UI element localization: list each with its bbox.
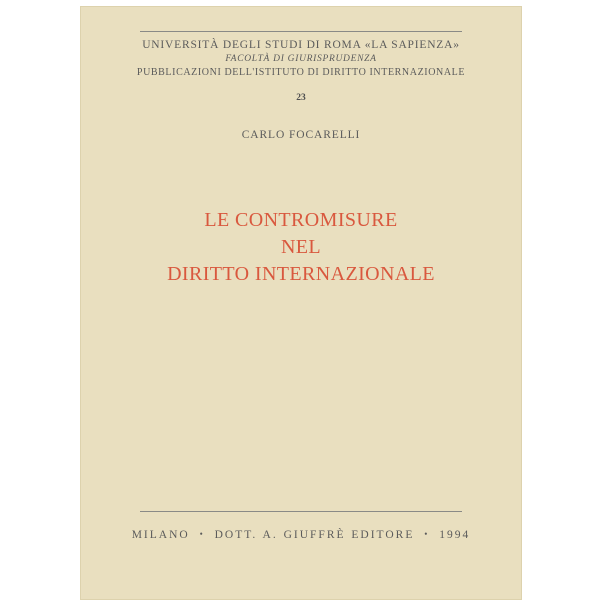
university-name: UNIVERSITÀ DEGLI STUDI DI ROMA «LA SAPIENZA» bbox=[142, 39, 460, 51]
book-title-line-3: DIRITTO INTERNAZIONALE bbox=[167, 263, 435, 285]
imprint-publisher: DOTT. A. GIUFFRÈ EDITORE bbox=[214, 529, 415, 541]
book-cover bbox=[80, 6, 522, 600]
book-title-line-1: LE CONTROMISURE bbox=[204, 209, 398, 231]
institute-series: PUBBLICAZIONI DELL'ISTITUTO DI DIRITTO INTERNAZIONALE bbox=[136, 67, 466, 78]
bottom-rule bbox=[140, 511, 462, 512]
imprint-separator: • bbox=[199, 529, 205, 539]
imprint-year: 1994 bbox=[439, 529, 471, 541]
faculty-name: FACOLTÀ DI GIURISPRUDENZA bbox=[225, 54, 377, 64]
imprint-separator: • bbox=[424, 529, 430, 539]
author-name: CARLO FOCARELLI bbox=[241, 129, 361, 141]
publisher-imprint bbox=[80, 529, 522, 541]
top-rule bbox=[140, 31, 462, 32]
book-title-line-2: NEL bbox=[280, 236, 322, 258]
series-number: 23 bbox=[296, 93, 306, 103]
imprint-city: MILANO bbox=[131, 529, 190, 541]
